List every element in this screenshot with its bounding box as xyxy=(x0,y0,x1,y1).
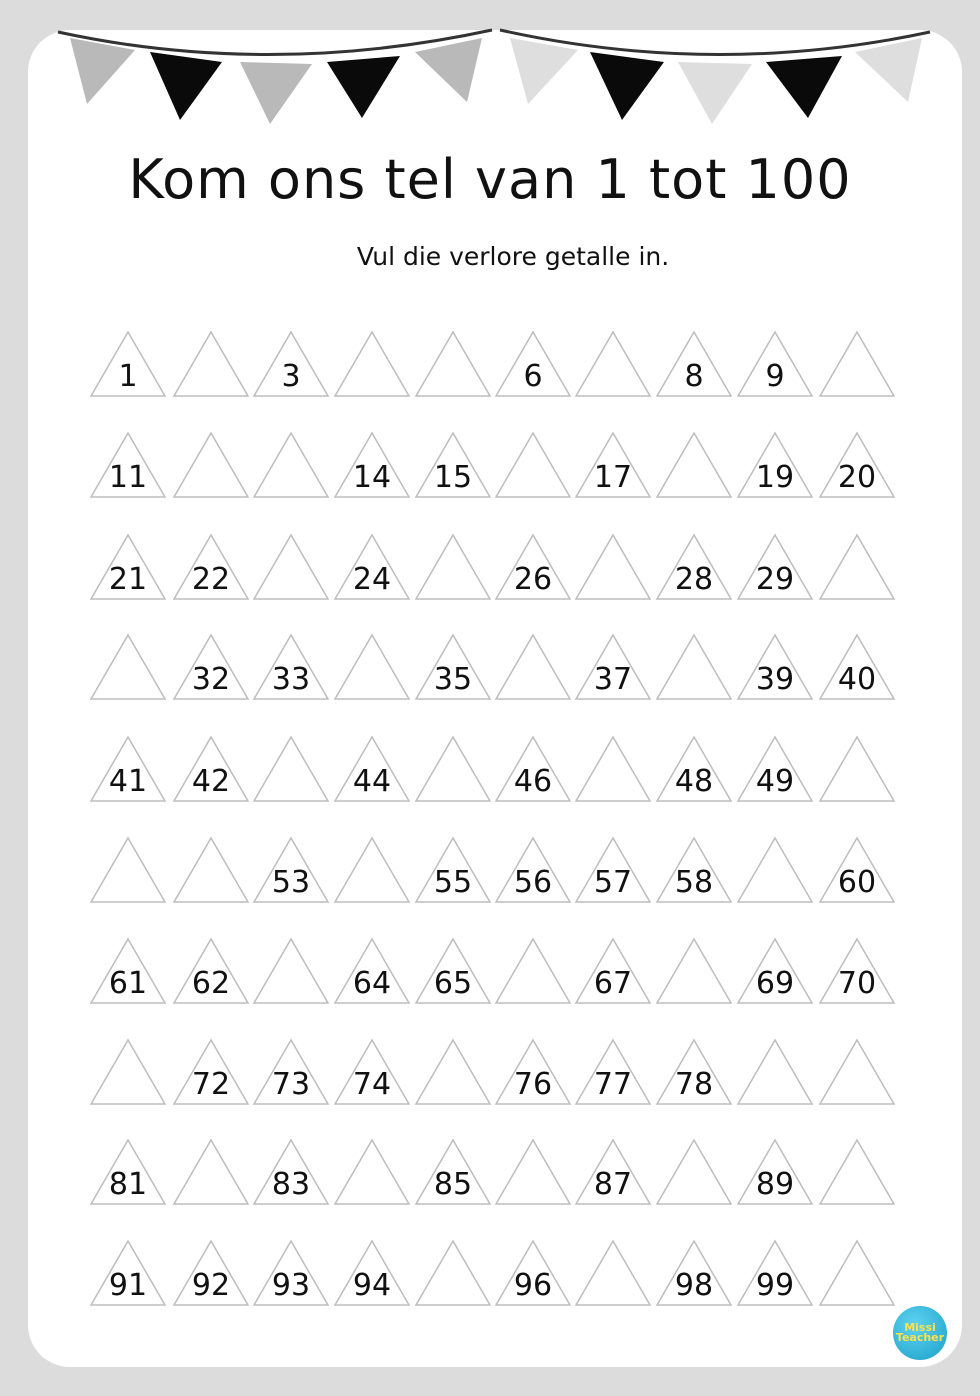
number-label: 26 xyxy=(513,562,553,597)
number-cell[interactable] xyxy=(416,535,490,599)
number-cell xyxy=(174,635,248,699)
number-cell[interactable] xyxy=(91,838,165,902)
number-cell[interactable] xyxy=(335,1140,409,1204)
number-label: 42 xyxy=(191,764,231,799)
number-cell xyxy=(91,433,165,497)
number-cell xyxy=(738,535,812,599)
number-cell xyxy=(657,838,731,902)
number-cell xyxy=(416,838,490,902)
number-label: 39 xyxy=(755,662,795,697)
number-label: 64 xyxy=(352,966,392,1001)
number-label: 53 xyxy=(271,865,311,900)
number-cell xyxy=(657,1040,731,1104)
number-cell[interactable] xyxy=(820,1241,894,1305)
number-cell[interactable] xyxy=(335,838,409,902)
number-label: 74 xyxy=(352,1067,392,1102)
number-label: 72 xyxy=(191,1067,231,1102)
blank-triangle xyxy=(335,635,409,699)
number-label: 6 xyxy=(523,359,543,394)
number-cell xyxy=(576,433,650,497)
number-label: 28 xyxy=(674,562,714,597)
number-label: 92 xyxy=(191,1268,231,1303)
number-cell[interactable] xyxy=(576,737,650,801)
number-cell xyxy=(576,838,650,902)
number-cell xyxy=(657,737,731,801)
number-cell xyxy=(174,737,248,801)
number-cell xyxy=(738,635,812,699)
number-label: 65 xyxy=(433,966,473,1001)
number-cell[interactable] xyxy=(657,433,731,497)
blank-triangle xyxy=(496,939,570,1003)
number-label: 9 xyxy=(765,359,785,394)
number-cell xyxy=(254,838,328,902)
blank-triangle xyxy=(820,1241,894,1305)
number-cell[interactable] xyxy=(738,1040,812,1104)
number-cell xyxy=(496,1040,570,1104)
number-cell xyxy=(496,737,570,801)
number-cell xyxy=(335,433,409,497)
number-label: 91 xyxy=(108,1268,148,1303)
number-cell[interactable] xyxy=(91,1040,165,1104)
number-label: 77 xyxy=(593,1067,633,1102)
number-cell xyxy=(416,635,490,699)
blank-triangle xyxy=(820,1040,894,1104)
number-label: 78 xyxy=(674,1067,714,1102)
number-cell xyxy=(738,1140,812,1204)
number-cell[interactable] xyxy=(91,635,165,699)
number-cell[interactable] xyxy=(496,433,570,497)
number-cell xyxy=(496,332,570,396)
number-label: 17 xyxy=(593,460,633,495)
blank-triangle xyxy=(335,332,409,396)
blank-triangle xyxy=(416,1040,490,1104)
number-label: 56 xyxy=(513,865,553,900)
number-cell xyxy=(174,1040,248,1104)
number-label: 8 xyxy=(684,359,704,394)
number-cell xyxy=(416,1140,490,1204)
number-cell xyxy=(335,737,409,801)
blank-triangle xyxy=(254,535,328,599)
number-cell[interactable] xyxy=(174,838,248,902)
number-cell[interactable] xyxy=(820,332,894,396)
number-cell xyxy=(496,838,570,902)
number-label: 37 xyxy=(593,662,633,697)
number-cell xyxy=(657,535,731,599)
number-label: 93 xyxy=(271,1268,311,1303)
page-title: Kom ons tel van 1 tot 100 xyxy=(128,148,852,211)
number-label: 29 xyxy=(755,562,795,597)
blank-triangle xyxy=(657,433,731,497)
number-label: 14 xyxy=(352,460,392,495)
number-cell[interactable] xyxy=(335,635,409,699)
number-cell xyxy=(576,635,650,699)
number-cell xyxy=(657,332,731,396)
number-cell xyxy=(738,939,812,1003)
number-cell xyxy=(820,838,894,902)
number-label: 11 xyxy=(108,460,148,495)
number-label: 76 xyxy=(513,1067,553,1102)
number-cell[interactable] xyxy=(174,433,248,497)
blank-triangle xyxy=(416,737,490,801)
blank-triangle xyxy=(738,838,812,902)
number-cell[interactable] xyxy=(496,635,570,699)
blank-triangle xyxy=(174,433,248,497)
number-cell xyxy=(254,635,328,699)
number-cell[interactable] xyxy=(254,737,328,801)
number-cell xyxy=(738,737,812,801)
number-label: 19 xyxy=(755,460,795,495)
number-label: 49 xyxy=(755,764,795,799)
blank-triangle xyxy=(174,332,248,396)
number-cell[interactable] xyxy=(416,737,490,801)
number-cell[interactable] xyxy=(496,939,570,1003)
number-cell[interactable] xyxy=(657,1140,731,1204)
blank-triangle xyxy=(174,1140,248,1204)
blank-triangle xyxy=(91,838,165,902)
number-label: 61 xyxy=(108,966,148,1001)
number-cell xyxy=(496,535,570,599)
number-cell[interactable] xyxy=(416,1241,490,1305)
number-cell xyxy=(174,939,248,1003)
number-cell[interactable] xyxy=(820,1140,894,1204)
number-cell[interactable] xyxy=(335,332,409,396)
blank-triangle xyxy=(335,838,409,902)
blank-triangle xyxy=(496,433,570,497)
number-cell xyxy=(174,1241,248,1305)
number-label: 60 xyxy=(837,865,877,900)
number-cell xyxy=(576,1140,650,1204)
number-label: 87 xyxy=(593,1167,633,1202)
blank-triangle xyxy=(576,332,650,396)
blank-triangle xyxy=(820,535,894,599)
number-label: 96 xyxy=(513,1268,553,1303)
number-cell xyxy=(738,1241,812,1305)
blank-triangle xyxy=(496,1140,570,1204)
number-label: 94 xyxy=(352,1268,392,1303)
brand-logo: Missi Teacher xyxy=(893,1306,947,1360)
number-cell xyxy=(174,535,248,599)
number-cell[interactable] xyxy=(174,1140,248,1204)
blank-triangle xyxy=(496,635,570,699)
number-label: 83 xyxy=(271,1167,311,1202)
number-cell xyxy=(254,1140,328,1204)
number-cell xyxy=(91,939,165,1003)
number-cell xyxy=(416,939,490,1003)
number-label: 73 xyxy=(271,1067,311,1102)
number-label: 33 xyxy=(271,662,311,697)
number-cell[interactable] xyxy=(576,332,650,396)
blank-triangle xyxy=(657,1140,731,1204)
blank-triangle xyxy=(91,635,165,699)
number-label: 22 xyxy=(191,562,231,597)
number-label: 20 xyxy=(837,460,877,495)
number-label: 21 xyxy=(108,562,148,597)
blank-triangle xyxy=(738,1040,812,1104)
number-cell xyxy=(738,433,812,497)
blank-triangle xyxy=(254,737,328,801)
number-cell xyxy=(576,939,650,1003)
number-label: 67 xyxy=(593,966,633,1001)
number-cell xyxy=(820,433,894,497)
number-label: 48 xyxy=(674,764,714,799)
number-label: 24 xyxy=(352,562,392,597)
number-label: 40 xyxy=(837,662,877,697)
number-cell xyxy=(254,332,328,396)
number-cell[interactable] xyxy=(254,433,328,497)
blank-triangle xyxy=(91,1040,165,1104)
number-cell[interactable] xyxy=(657,635,731,699)
blank-triangle xyxy=(254,433,328,497)
blank-triangle xyxy=(254,939,328,1003)
number-cell[interactable] xyxy=(416,332,490,396)
blank-triangle xyxy=(576,737,650,801)
number-cell xyxy=(91,1140,165,1204)
number-label: 15 xyxy=(433,460,473,495)
number-cell[interactable] xyxy=(738,838,812,902)
number-label: 70 xyxy=(837,966,877,1001)
number-cell[interactable] xyxy=(820,535,894,599)
blank-triangle xyxy=(820,1140,894,1204)
number-label: 69 xyxy=(755,966,795,1001)
number-cell[interactable] xyxy=(576,1241,650,1305)
blank-triangle xyxy=(416,1241,490,1305)
number-cell[interactable] xyxy=(254,535,328,599)
number-cell[interactable] xyxy=(496,1140,570,1204)
number-cell xyxy=(91,332,165,396)
number-cell xyxy=(820,635,894,699)
number-cell[interactable] xyxy=(254,939,328,1003)
blank-triangle xyxy=(576,535,650,599)
blank-triangle xyxy=(820,737,894,801)
number-cell[interactable] xyxy=(174,332,248,396)
number-label: 89 xyxy=(755,1167,795,1202)
number-cell xyxy=(335,939,409,1003)
number-cell[interactable] xyxy=(820,737,894,801)
number-label: 46 xyxy=(513,764,553,799)
number-cell xyxy=(820,939,894,1003)
blank-triangle xyxy=(820,332,894,396)
number-cell xyxy=(335,1040,409,1104)
number-cell[interactable] xyxy=(657,939,731,1003)
number-label: 3 xyxy=(281,359,301,394)
number-cell[interactable] xyxy=(820,1040,894,1104)
number-cell xyxy=(335,1241,409,1305)
number-cell xyxy=(335,535,409,599)
number-cell[interactable] xyxy=(416,1040,490,1104)
blank-triangle xyxy=(416,332,490,396)
number-cell xyxy=(416,433,490,497)
blank-triangle xyxy=(335,1140,409,1204)
number-cell xyxy=(657,1241,731,1305)
number-label: 44 xyxy=(352,764,392,799)
number-cell xyxy=(738,332,812,396)
blank-triangle xyxy=(657,635,731,699)
instructions: Vul die verlore getalle in. xyxy=(356,242,670,271)
number-label: 58 xyxy=(674,865,714,900)
number-cell[interactable] xyxy=(576,535,650,599)
number-label: 85 xyxy=(433,1167,473,1202)
blank-triangle xyxy=(416,535,490,599)
number-label: 35 xyxy=(433,662,473,697)
number-label: 98 xyxy=(674,1268,714,1303)
number-label: 57 xyxy=(593,865,633,900)
blank-triangle xyxy=(174,838,248,902)
number-cell xyxy=(576,1040,650,1104)
number-label: 32 xyxy=(191,662,231,697)
number-cell xyxy=(254,1241,328,1305)
number-label: 81 xyxy=(108,1167,148,1202)
number-label: 62 xyxy=(191,966,231,1001)
number-cell xyxy=(91,535,165,599)
number-cell xyxy=(254,1040,328,1104)
number-cell xyxy=(91,737,165,801)
number-label: 55 xyxy=(433,865,473,900)
number-label: 41 xyxy=(108,764,148,799)
number-cell xyxy=(496,1241,570,1305)
blank-triangle xyxy=(657,939,731,1003)
number-label: 99 xyxy=(755,1268,795,1303)
number-cell xyxy=(91,1241,165,1305)
number-label: 1 xyxy=(118,359,138,394)
blank-triangle xyxy=(576,1241,650,1305)
